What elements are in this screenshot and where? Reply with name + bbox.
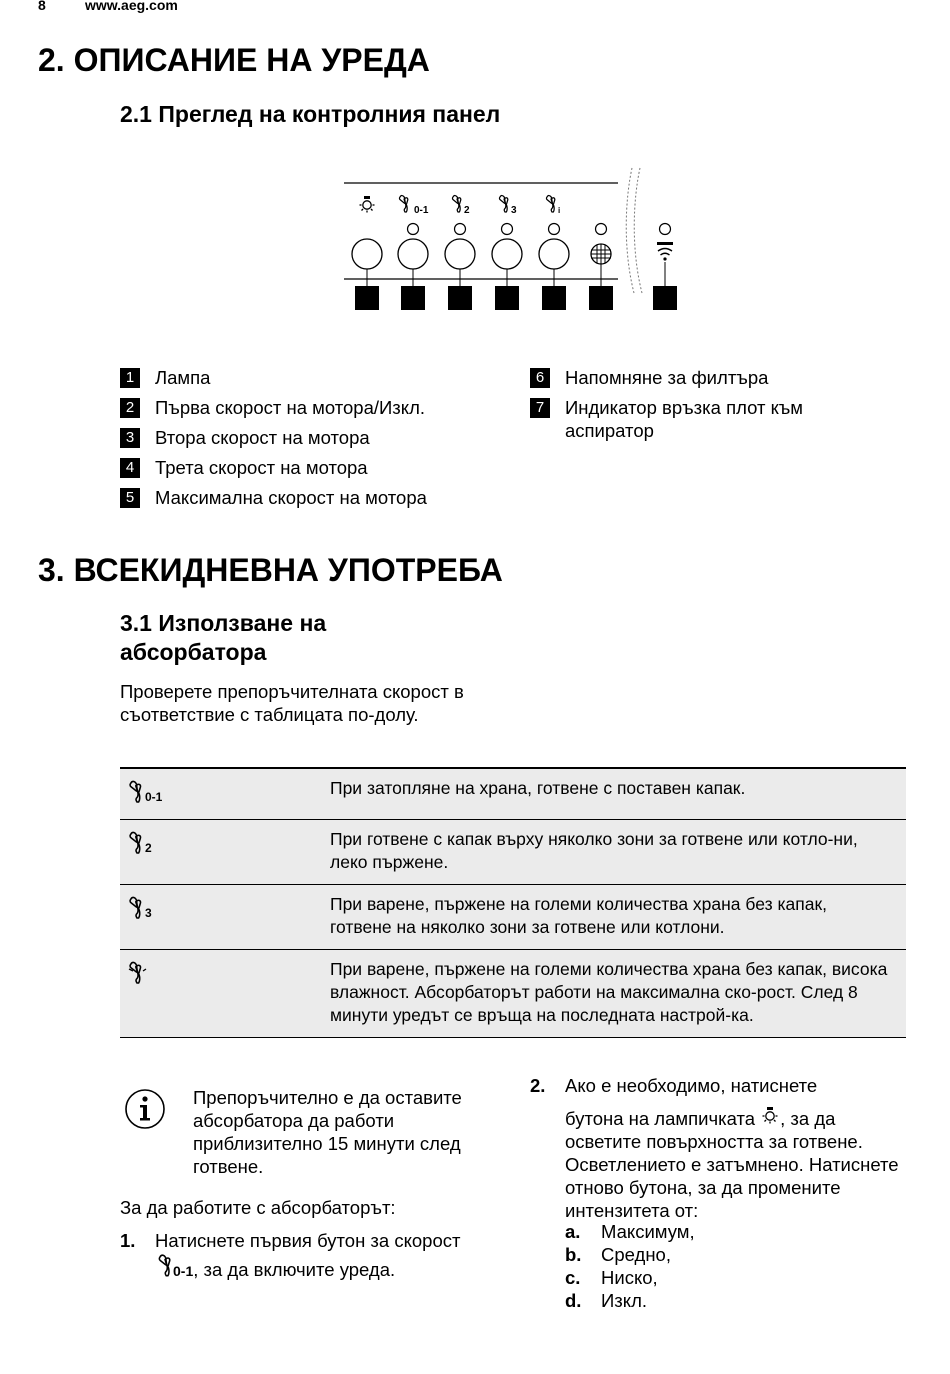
page-number: 8 [38, 0, 46, 13]
section-2-1-title: 2.1 Преглед на контролния панел [120, 101, 501, 127]
indicator-led-5 [549, 224, 560, 235]
lamp-icon [760, 1105, 780, 1127]
fan-speed-3-icon [127, 893, 171, 919]
svg-text:2: 2 [145, 841, 152, 854]
step-1-text: Натиснете първия бутон за скорост 0-1, за да включите уреда. [155, 1230, 461, 1280]
table-row [120, 820, 906, 885]
callout-2 [401, 286, 425, 310]
fan-speed-1-icon [127, 777, 171, 803]
indicator-led-4 [502, 224, 513, 235]
step-2-number: 2. [530, 1075, 546, 1096]
callout-6 [589, 286, 613, 310]
step-1-number: 1. [120, 1230, 136, 1251]
fan-badge-i: i [558, 206, 561, 215]
fan-max-icon [127, 958, 171, 984]
table-cell-description: При варене, пържене на големи количества храна без капак, готвене на няколко зони за готвене или котлони. [330, 885, 906, 950]
indicator-led-6 [596, 224, 607, 235]
callout-5 [542, 286, 566, 310]
list-item: a. Максимум, [565, 1221, 695, 1242]
intro-text: Проверете препоръчителната скорост в съответствие с таблицата по-долу. [120, 681, 464, 725]
list-item: b. Средно, [565, 1244, 671, 1265]
svg-text:0-1: 0-1 [145, 790, 163, 803]
fan-speed-1-icon [399, 196, 428, 216]
table-row [120, 950, 906, 1038]
list-item: c. Ниско, [565, 1267, 658, 1288]
hob-link-icon [657, 242, 673, 261]
fan-badge-2: 2 [464, 205, 470, 216]
step-2-text: Ако е необходимо, натиснете бутона на лампичката , за да осветите повърхността за готвене. Осветлението е затъмнено. Натиснете отново бутона, за да промените интензитета от: [565, 1075, 899, 1221]
indicator-led-7 [660, 224, 671, 235]
panel-button-speed-1[interactable] [398, 239, 428, 269]
panel-button-speed-3[interactable] [492, 239, 522, 269]
fan-badge-3: 3 [511, 205, 517, 216]
list-item: d. Изкл. [565, 1290, 648, 1311]
fan-speed-2-icon [127, 828, 171, 854]
speed-badge: 0-1 [173, 1263, 194, 1279]
info-icon [124, 1088, 166, 1130]
table-cell-description: При затопляне на храна, готвене с поставен капак. [330, 768, 906, 820]
section-3-title: 3. ВСЕКИДНЕВНА УПОТРЕБА [38, 552, 503, 588]
section-3-1-title: 3.1 Използване на абсорбатора [120, 610, 327, 665]
panel-button-lamp[interactable] [352, 239, 382, 269]
panel-button-speed-2[interactable] [445, 239, 475, 269]
callout-7 [653, 286, 677, 310]
panel-button-speed-max[interactable] [539, 239, 569, 269]
indicator-led-3 [455, 224, 466, 235]
fan-speed-2-icon [452, 196, 470, 216]
control-panel-diagram [330, 160, 690, 320]
info-note: Препоръчително е да оставите абсорбатора да работи приблизително 15 минути след готвене. [193, 1087, 462, 1177]
intensity-options [565, 1220, 765, 1312]
fan-badge-0-1: 0-1 [414, 205, 429, 216]
table-row [120, 768, 906, 820]
table-cell-description: При варене, пържене на големи количества храна без капак, висока влажност. Абсорбаторът работи на максимална ско-рост. След 8 минути уредът се връща на последната настрой-ка. [330, 950, 906, 1038]
callout-1 [355, 286, 379, 310]
fan-speed-3-icon [499, 196, 517, 216]
indicator-led-2 [408, 224, 419, 235]
table-cell-description: При готвене с капак върху няколко зони за готвене или котло-ни, леко пържене. [330, 820, 906, 885]
callout-3 [448, 286, 472, 310]
operate-intro: За да работите с абсорбаторът: [120, 1197, 396, 1218]
fan-max-icon [546, 196, 560, 215]
section-2-title: 2. ОПИСАНИЕ НА УРЕДА [38, 42, 430, 78]
callout-4 [495, 286, 519, 310]
lamp-icon [360, 196, 375, 213]
svg-text:3: 3 [145, 906, 152, 919]
table-row [120, 885, 906, 950]
filter-grid-icon [591, 244, 611, 264]
speed-table [120, 767, 906, 1038]
page-url: www.aeg.com [85, 0, 178, 13]
